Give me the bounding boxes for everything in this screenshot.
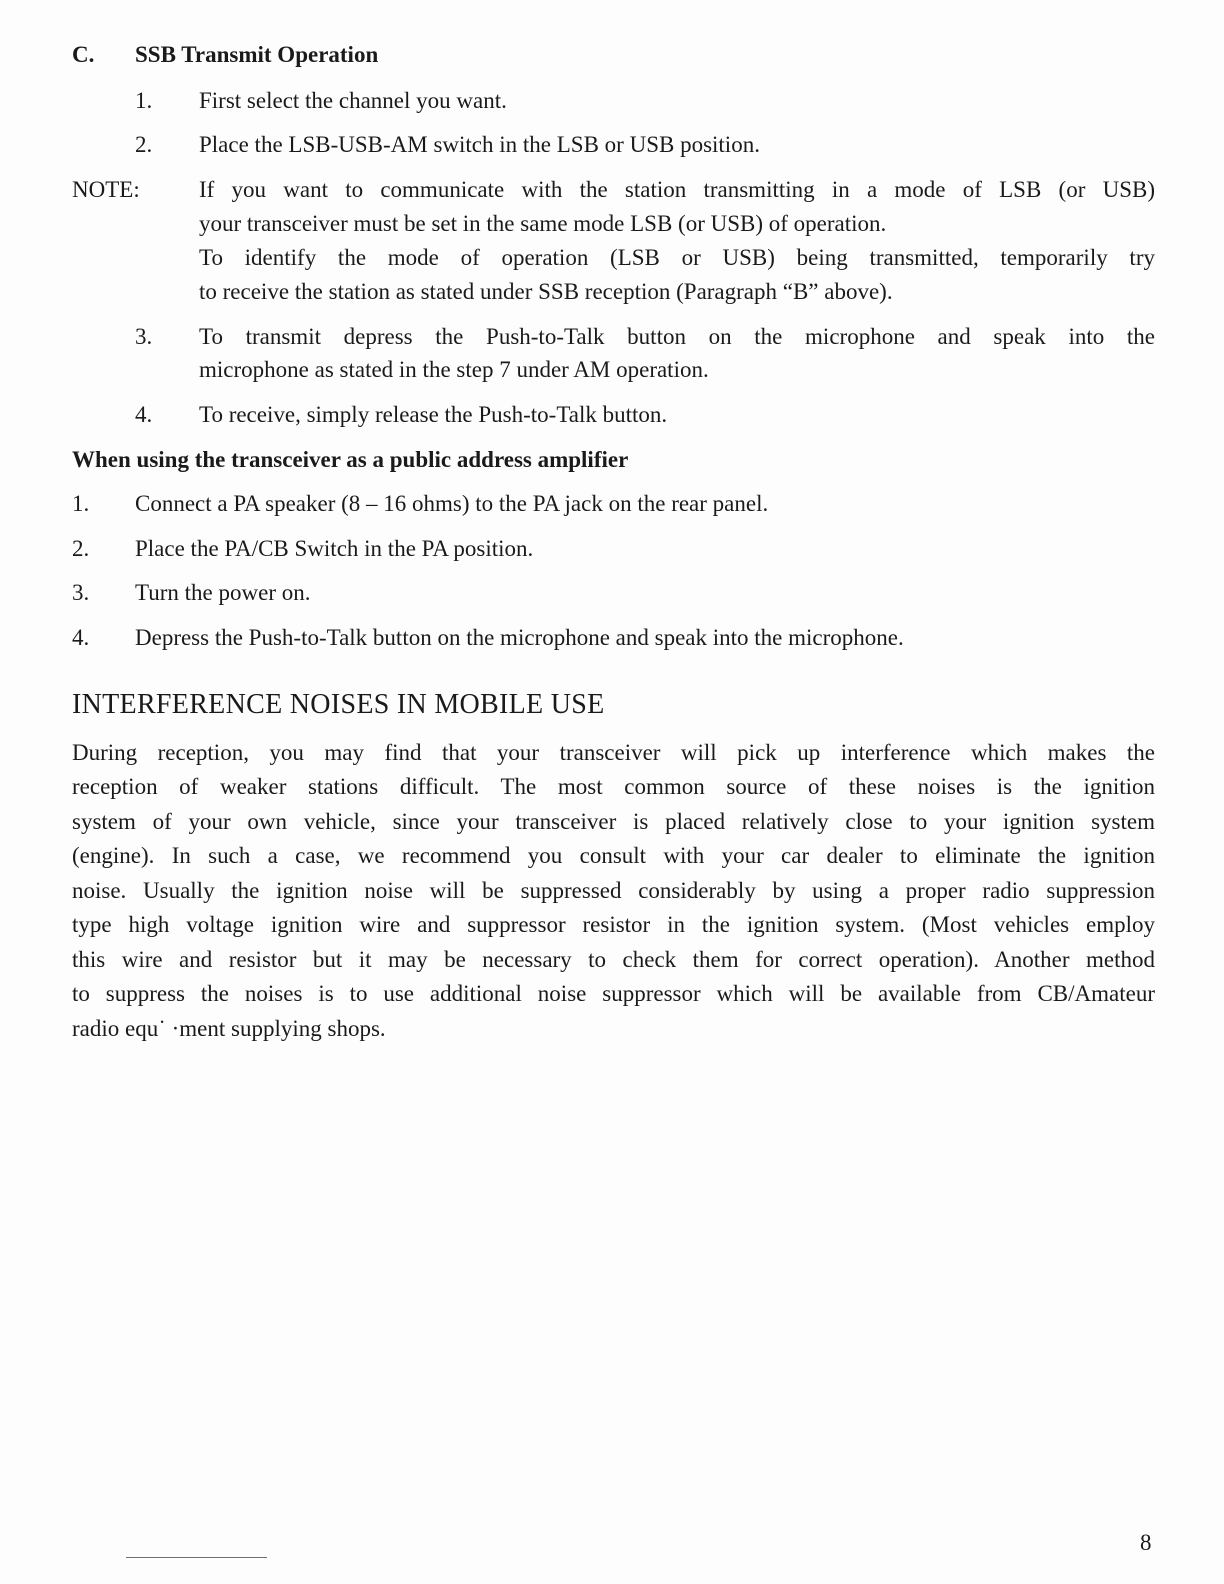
step-number: 4. — [72, 625, 90, 650]
step-text: Place the PA/CB Switch in the PA position. — [135, 536, 534, 561]
footer-rule — [126, 1557, 267, 1558]
step-number: 3. — [72, 580, 90, 605]
step-text: First select the channel you want. — [199, 88, 507, 113]
step-text: Turn the power on. — [135, 580, 311, 605]
step-text: To transmit depress the Push-to-Talk button on the microphone and speak into the — [199, 324, 1155, 349]
step-number: 1. — [72, 491, 90, 516]
step-text: microphone as stated in the step 7 under AM operation. — [199, 357, 709, 382]
paragraph-line: reception of weaker stations difficult. The most common source of these noises is the ignition — [72, 774, 1155, 799]
step-text: Place the LSB-USB-AM switch in the LSB or USB position. — [199, 132, 760, 157]
note-line: to receive the station as stated under SSB reception (Paragraph “B” above). — [199, 279, 893, 304]
pa-section-title: When using the transceiver as a public address amplifier — [72, 447, 629, 472]
section-letter: C. — [72, 42, 95, 67]
note-line: To identify the mode of operation (LSB or USB) being transmitted, temporarily try — [199, 245, 1155, 270]
paragraph-line: radio equ˙ ·ment supplying shops. — [72, 1016, 386, 1041]
section-title: SSB Transmit Operation — [135, 42, 379, 67]
step-number: 1. — [135, 88, 153, 113]
paragraph-line: (engine). In such a case, we recommend you consult with your car dealer to eliminate the ignition — [72, 843, 1155, 868]
paragraph-line: system of your own vehicle, since your transceiver is placed relatively close to your ignition system — [72, 809, 1155, 834]
note-label: NOTE: — [72, 177, 140, 202]
note-line: If you want to communicate with the station transmitting in a mode of LSB (or USB) — [199, 177, 1155, 202]
step-number: 4. — [135, 402, 153, 427]
paragraph-line: During reception, you may find that your transceiver will pick up interference which makes the — [72, 740, 1155, 765]
step-number: 2. — [72, 536, 90, 561]
step-number: 3. — [135, 324, 153, 349]
paragraph-line: type high voltage ignition wire and suppressor resistor in the ignition system. (Most vehicles employ — [72, 912, 1155, 937]
interference-heading: INTERFERENCE NOISES IN MOBILE USE — [72, 689, 605, 720]
step-number: 2. — [135, 132, 153, 157]
paragraph-line: noise. Usually the ignition noise will be suppressed considerably by using a proper radio suppression — [72, 878, 1155, 903]
paragraph-line: this wire and resistor but it may be necessary to check them for correct operation). Another method — [72, 947, 1155, 972]
paragraph-line: to suppress the noises is to use additional noise suppressor which will be available from CB/Amateur — [72, 981, 1155, 1006]
note-line: your transceiver must be set in the same mode LSB (or USB) of operation. — [199, 211, 887, 236]
step-text: To receive, simply release the Push-to-Talk button. — [199, 402, 668, 427]
page-number: 8 — [1140, 1530, 1152, 1555]
step-text: Depress the Push-to-Talk button on the microphone and speak into the microphone. — [135, 625, 904, 650]
step-text: Connect a PA speaker (8 – 16 ohms) to the PA jack on the rear panel. — [135, 491, 769, 516]
